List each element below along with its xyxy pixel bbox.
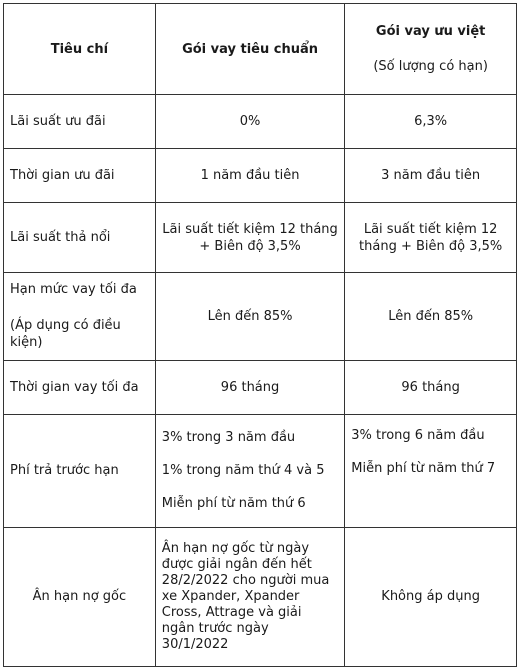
- row-floating-rate: [4, 203, 517, 273]
- row-prepayment-fee: [4, 414, 517, 527]
- premium-principal-grace: Không áp dụng: [345, 527, 517, 666]
- loan-comparison-table: [3, 3, 517, 667]
- standard-prepayment-fee: [155, 414, 344, 527]
- standard-prepayment-line: 1% trong năm thứ 4 và 5: [161, 463, 325, 479]
- row-preferential-rate: [4, 95, 517, 149]
- header-standard-package: Gói vay tiêu chuẩn: [155, 4, 344, 95]
- standard-prepayment-line: 3% trong 3 năm đầu: [161, 430, 296, 446]
- premium-preferential-rate: 6,3%: [345, 95, 517, 149]
- label-preferential-rate: Lãi suất ưu đãi: [4, 95, 156, 149]
- header-premium-note: (Số lượng có hạn): [373, 59, 488, 75]
- label-principal-grace: Ân hạn nợ gốc: [4, 527, 156, 666]
- premium-preferential-period: 3 năm đầu tiên: [345, 149, 517, 203]
- header-row: [4, 4, 517, 95]
- premium-max-loan-limit: Lên đến 85%: [345, 273, 517, 360]
- label-floating-rate: Lãi suất thả nổi: [4, 203, 156, 273]
- label-max-loan-limit: Hạn mức vay tối đa: [10, 282, 137, 298]
- standard-principal-grace: Ân hạn nợ gốc từ ngày được giải ngân đến hết 28/2/2022 cho người mua xe Xpander, Xpander Cross, Attrage và giải ngân trước ngày 30/1/2022: [155, 527, 344, 666]
- header-criteria: Tiêu chí: [4, 4, 156, 95]
- standard-preferential-rate: 0%: [155, 95, 344, 149]
- header-premium-title: Gói vay ưu việt: [375, 24, 486, 40]
- header-premium-package: [345, 4, 517, 95]
- label-prepayment-fee: Phí trả trước hạn: [4, 414, 156, 527]
- row-max-loan-limit: [4, 273, 517, 360]
- standard-preferential-period: 1 năm đầu tiên: [155, 149, 344, 203]
- standard-floating-rate: Lãi suất tiết kiệm 12 tháng + Biên độ 3,5%: [155, 203, 344, 273]
- premium-max-loan-term: 96 tháng: [345, 360, 517, 414]
- premium-prepayment-line: 3% trong 6 năm đầu: [351, 427, 485, 443]
- label-preferential-period: Thời gian ưu đãi: [4, 149, 156, 203]
- premium-prepayment-fee: [345, 414, 517, 527]
- row-preferential-period: [4, 149, 517, 203]
- label-max-loan-limit-cell: [4, 273, 156, 360]
- label-max-loan-limit-note: (Áp dụng có điều kiện): [10, 318, 121, 351]
- row-max-loan-term: [4, 360, 517, 414]
- row-principal-grace: [4, 527, 517, 666]
- standard-max-loan-term: 96 tháng: [155, 360, 344, 414]
- premium-prepayment-line: Miễn phí từ năm thứ 7: [351, 460, 496, 476]
- standard-prepayment-line: Miễn phí từ năm thứ 6: [161, 496, 306, 512]
- premium-floating-rate: Lãi suất tiết kiệm 12 tháng + Biên độ 3,5%: [345, 203, 517, 273]
- standard-max-loan-limit: Lên đến 85%: [155, 273, 344, 360]
- label-max-loan-term: Thời gian vay tối đa: [4, 360, 156, 414]
